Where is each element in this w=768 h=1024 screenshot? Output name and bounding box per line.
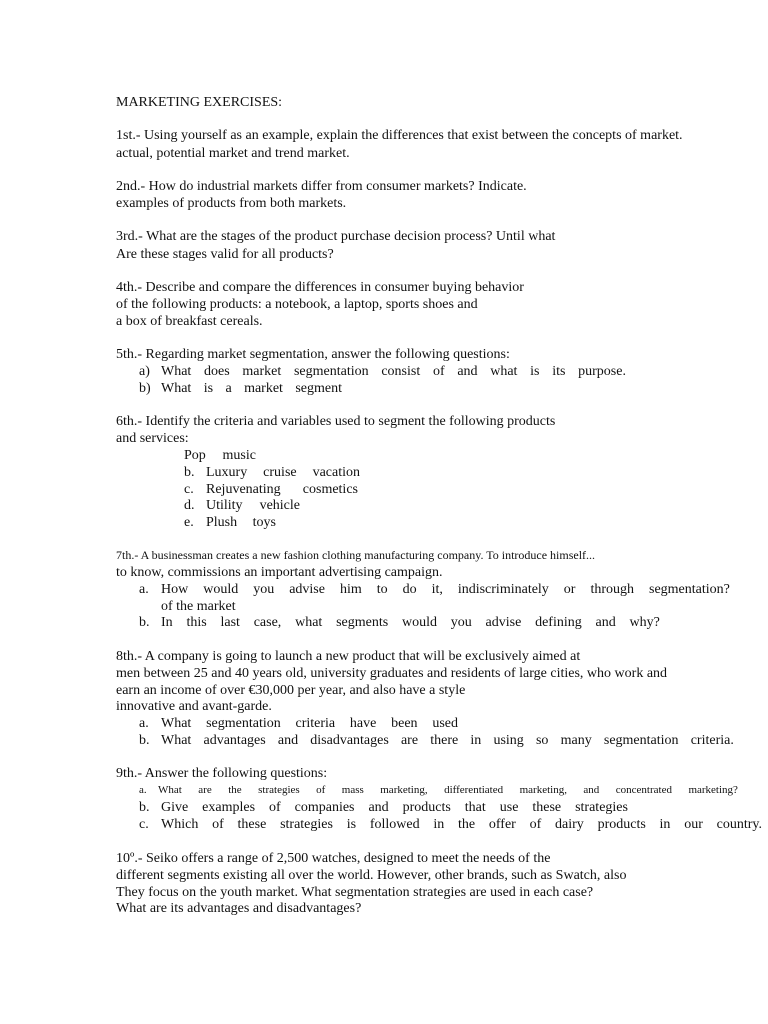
q1-line-2: actual, potential market and trend market. xyxy=(116,146,350,161)
q8-line-1: 8th.- A company is going to launch a new product that will be exclusively aimed at xyxy=(116,649,581,664)
q6-item-c-marker: c. xyxy=(184,482,194,497)
q4-line-2: of the following products: a notebook, a laptop, sports shoes and xyxy=(116,297,478,312)
q7-item-b: In this last case, what segments would you advise defining and why? xyxy=(161,615,660,630)
q5-intro: 5th.- Regarding market segmentation, answer the following questions: xyxy=(116,347,510,362)
q8-line-4: innovative and avant-garde. xyxy=(116,699,272,714)
q4-line-3: a box of breakfast cereals. xyxy=(116,314,263,329)
q7-item-a-continuation: of the market xyxy=(161,599,236,614)
q9-item-c: Which of these strategies is followed in the offer of dairy products in our country. xyxy=(161,817,762,832)
q6-line-2: and services: xyxy=(116,431,189,446)
q6-item-e-marker: e. xyxy=(184,515,194,530)
q8-item-a-marker: a. xyxy=(139,716,149,731)
q6-line-1: 6th.- Identify the criteria and variables used to segment the following products xyxy=(116,414,556,429)
q9-item-c-marker: c. xyxy=(139,817,149,832)
q5-item-b: What is a market segment xyxy=(161,381,342,396)
page-title: MARKETING EXERCISES: xyxy=(116,95,283,110)
q7-line-1: 7th.- A businessman creates a new fashion clothing manufacturing company. To introduce himself... xyxy=(116,548,596,562)
q10-line-4: What are its advantages and disadvantages? xyxy=(116,901,362,916)
q9-item-b-marker: b. xyxy=(139,800,150,815)
q8-item-b: What advantages and disadvantages are there in using so many segmentation criteria. xyxy=(161,733,734,748)
q6-item-b-marker: b. xyxy=(184,465,195,480)
q2-line-1: 2nd.- How do industrial markets differ from consumer markets? Indicate. xyxy=(116,179,527,194)
q4-line-1: 4th.- Describe and compare the differences in consumer buying behavior xyxy=(116,280,524,295)
q7-item-b-marker: b. xyxy=(139,615,150,630)
q5-item-b-marker: b) xyxy=(139,381,151,396)
q9-item-b: Give examples of companies and products that use these strategies xyxy=(161,800,628,815)
q6-item-pop-music: Pop music xyxy=(184,448,256,463)
q2-line-2: examples of products from both markets. xyxy=(116,196,347,211)
q5-item-a: What does market segmentation consist of and what is its purpose. xyxy=(161,364,626,379)
q8-item-a: What segmentation criteria have been used xyxy=(161,716,458,731)
q10-line-2: different segments existing all over the world. However, other brands, such as Swatch, also xyxy=(116,868,627,883)
q8-item-b-marker: b. xyxy=(139,733,150,748)
q1-line-1: 1st.- Using yourself as an example, explain the differences that exist between the concepts of market. xyxy=(116,128,683,143)
q8-line-2: men between 25 and 40 years old, university graduates and residents of large cities, who work and xyxy=(116,666,668,681)
q10-line-3: They focus on the youth market. What segmentation strategies are used in each case? xyxy=(116,885,594,900)
q9-item-a: What are the strategies of mass marketing, differentiated marketing, and concentrated marketing? xyxy=(158,784,738,796)
q5-item-a-marker: a) xyxy=(139,364,150,379)
q7-item-a-marker: a. xyxy=(139,582,149,597)
q7-item-a: How would you advise him to do it, indiscriminately or through segmentation? xyxy=(161,582,730,597)
q6-item-c: Rejuvenating cosmetics xyxy=(206,482,358,497)
q10-line-1: 10º.- Seiko offers a range of 2,500 watches, designed to meet the needs of the xyxy=(116,851,551,866)
q3-line-1: 3rd.- What are the stages of the product purchase decision process? Until what xyxy=(116,229,556,244)
q9-intro: 9th.- Answer the following questions: xyxy=(116,766,328,781)
q6-item-b: Luxury cruise vacation xyxy=(206,465,360,480)
q3-line-2: Are these stages valid for all products? xyxy=(116,247,334,262)
q8-line-3: earn an income of over €30,000 per year, and also have a style xyxy=(116,683,466,698)
q6-item-d-marker: d. xyxy=(184,498,195,513)
q6-item-d: Utility vehicle xyxy=(206,498,300,513)
q7-line-2: to know, commissions an important advertising campaign. xyxy=(116,565,443,580)
q9-item-a-marker: a. xyxy=(139,784,147,796)
q6-item-e: Plush toys xyxy=(206,515,276,530)
